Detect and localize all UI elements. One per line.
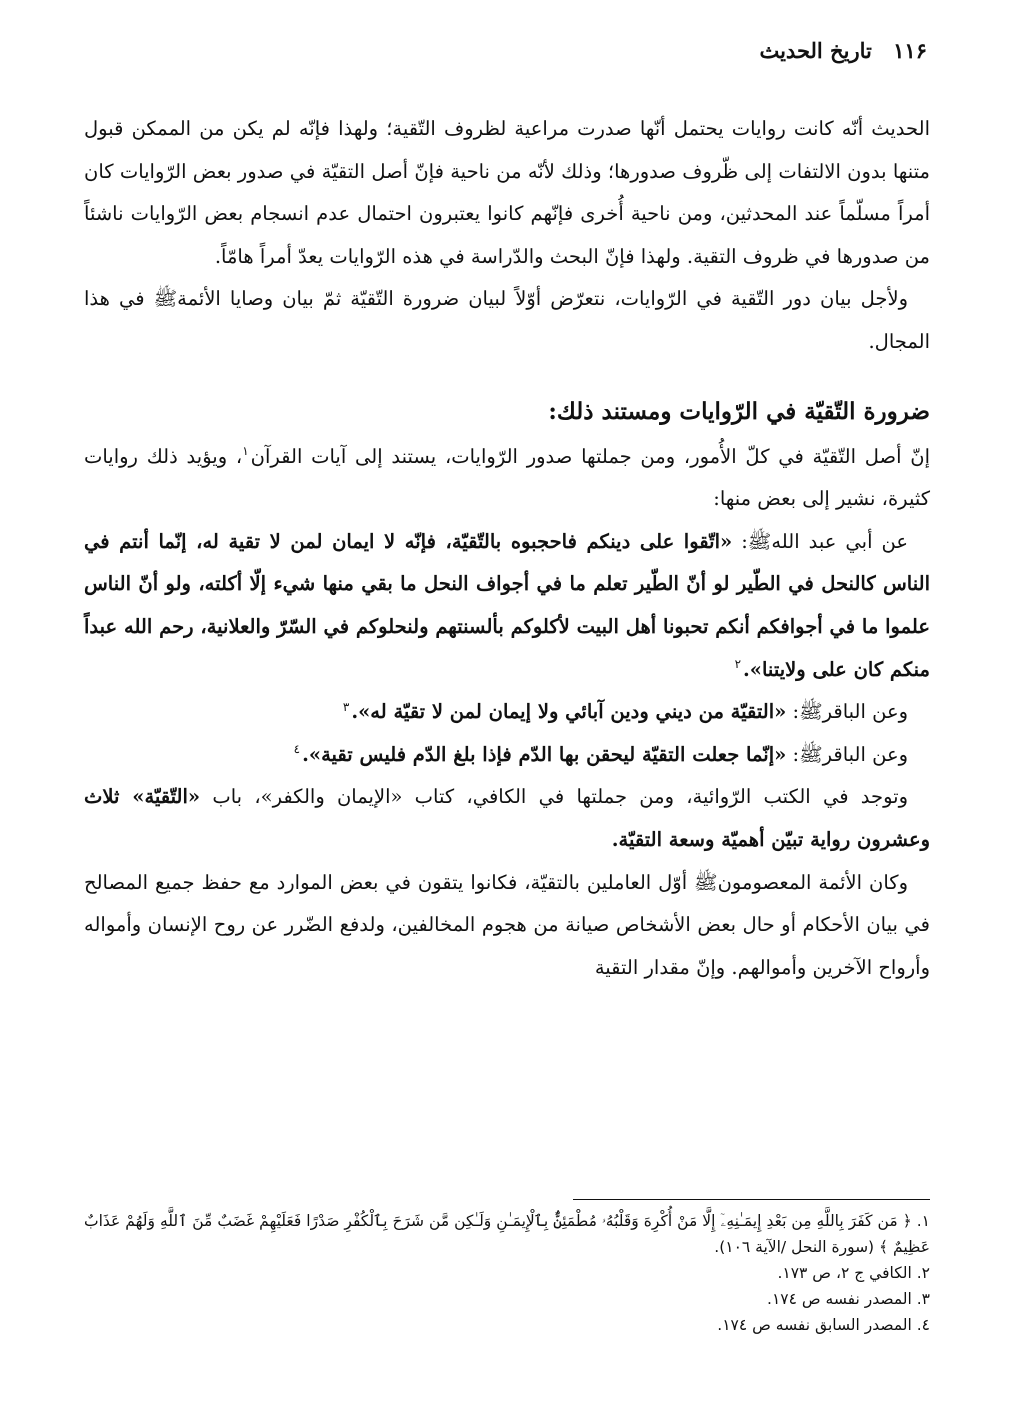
footnote-1: ١. ﴿ مَن كَفَرَ بِاللَّهِ مِن بَعْدِ إِيمَـٰنِهِۦٓ إِلَّا مَنْ أُكْرِهَ وَقَلْبُهُۥ مُطْمَئِنٌّۢ بِٱلْإِيمَـٰنِ وَلَـٰكِن مَّن شَرَحَ بِٱلْكُفْرِ صَدْرًا فَعَلَيْهِمْ غَضَبٌ مِّنَ ٱللَّهِ وَلَهُمْ عَذَابٌ عَظِيمٌ ﴾ (سورة النحل /الآية ١٠٦). <box>84 1212 930 1256</box>
paragraph-4-bold: «التّقيّة» ثلاث وعشرون رواية تبيّن أهميّة وسعة التقيّة. <box>84 785 930 851</box>
paragraph-5: وكان الأئمة المعصومونﷺ أوّل العاملين بالتقيّة، فكانوا يتقون في بعض الموارد مع حفظ جميع المصالح في بيان الأحكام أو حال بعض الأشخاص صيانة من هجوم المخالفين، ولدفع الضّرر عن روح الإنسان وأمواله وأرواح الآخرين وأموالهم. وإنّ مقدار التقية <box>84 870 930 979</box>
paragraph-4-text: وتوجد في الكتب الرّوائية، ومن جملتها في الكافي، كتاب «الإيمان والكفر»، باب <box>200 785 908 809</box>
quote-2-text: «التقيّة من ديني ودين آبائي ولا إيمان لمن لا تقيّة له». <box>351 700 787 724</box>
running-title: تاريخ الحديث <box>759 38 872 63</box>
footnote-ref-2: ٢ <box>734 657 742 672</box>
paragraph-2: ولأجل بيان دور التّقية في الرّوايات، نتعرّض أوّلاً لبيان ضرورة التّقيّة ثمّ بيان وصايا الأئمةﷺ في هذا المجال. <box>84 287 930 353</box>
footnote-4: ٤. المصدر السابق نفسه ص ١٧٤. <box>717 1316 930 1334</box>
running-header <box>759 38 927 63</box>
quote-1-text: «اتّقوا على دينكم فاحجبوه بالتّقيّة، فإنّه لا ايمان لمن لا تقية له، إنّما أنتم في الناس كالنحل في الطّير لو أنّ الطّير تعلم ما في أجواف النحل ما بقي منها شيء إلّا أكلته، ولو أنّ الناس علموا ما في أجوافكم أنكم تحبونا أهل البيت لأكلوكم بألسنتهم ولنحلوكم في السّرّ والعلانية، رحم الله عبداً منكم كان على ولايتنا». <box>84 529 930 681</box>
quote-3-text: «إنّما جعلت التقيّة ليحقن بها الدّم فإذا بلغ الدّم فليس تقية». <box>302 742 787 766</box>
footnote-divider <box>573 1199 930 1200</box>
quote-1 <box>84 521 930 691</box>
paragraph-1: الحديث أنّه كانت روايات يحتمل أنّها صدرت مراعية لظروف التّقية؛ ولهذا فإنّه لم يكن من الممكن قبول متنها بدون الالتفات إلى ظّروف صدورها؛ وذلك لأنّه من ناحية فإنّ أصل التقيّة في صدور بعض الرّوايات كان أمراً مسلّماً عند المحدثين، ومن ناحية أُخرى فإنّهم كانوا يعتبرون احتمال عدم انسجام بعض الرّوايات ناشئاً من صدورها في ظروف التقية. ولهذا فإنّ البحث والدّراسة في هذه الرّوايات يعدّ أمراً هامّاً. <box>84 117 930 268</box>
page-number: ١١۶ <box>893 38 927 63</box>
paragraph-3 <box>84 436 930 521</box>
section-heading: ضرورة التّقيّة في الرّوايات ومستند ذلك: <box>548 397 930 425</box>
footnote-ref-3: ٣ <box>342 699 350 714</box>
footnote-3: ٣. المصدر نفسه ص ١٧٤. <box>767 1290 930 1308</box>
quote-2 <box>84 691 930 734</box>
quote-3-intro: وعن الباقرﷺ: <box>786 742 908 766</box>
quote-3 <box>84 734 930 777</box>
footnotes <box>84 1208 930 1338</box>
footnote-ref-4: ٤ <box>293 742 301 757</box>
quote-2-intro: وعن الباقرﷺ: <box>786 700 908 724</box>
quote-1-intro: عن أبي عبد اللهﷺ: <box>732 529 908 553</box>
footnote-2: ٢. الكافي ج ٢، ص ١٧٣. <box>777 1264 930 1282</box>
footnote-ref-1: ١ <box>242 444 249 459</box>
paragraph-3-text: إنّ أصل التّقيّة في كلّ الأُمور، ومن جملتها صدور الرّوايات، يستند إلى آيات القرآن <box>250 444 930 468</box>
paragraph-3-tail: ، ويؤيد ذلك روايات كثيرة، نشير إلى بعض منها: <box>84 444 930 511</box>
paragraph-4 <box>84 776 930 861</box>
body-text <box>84 108 930 989</box>
